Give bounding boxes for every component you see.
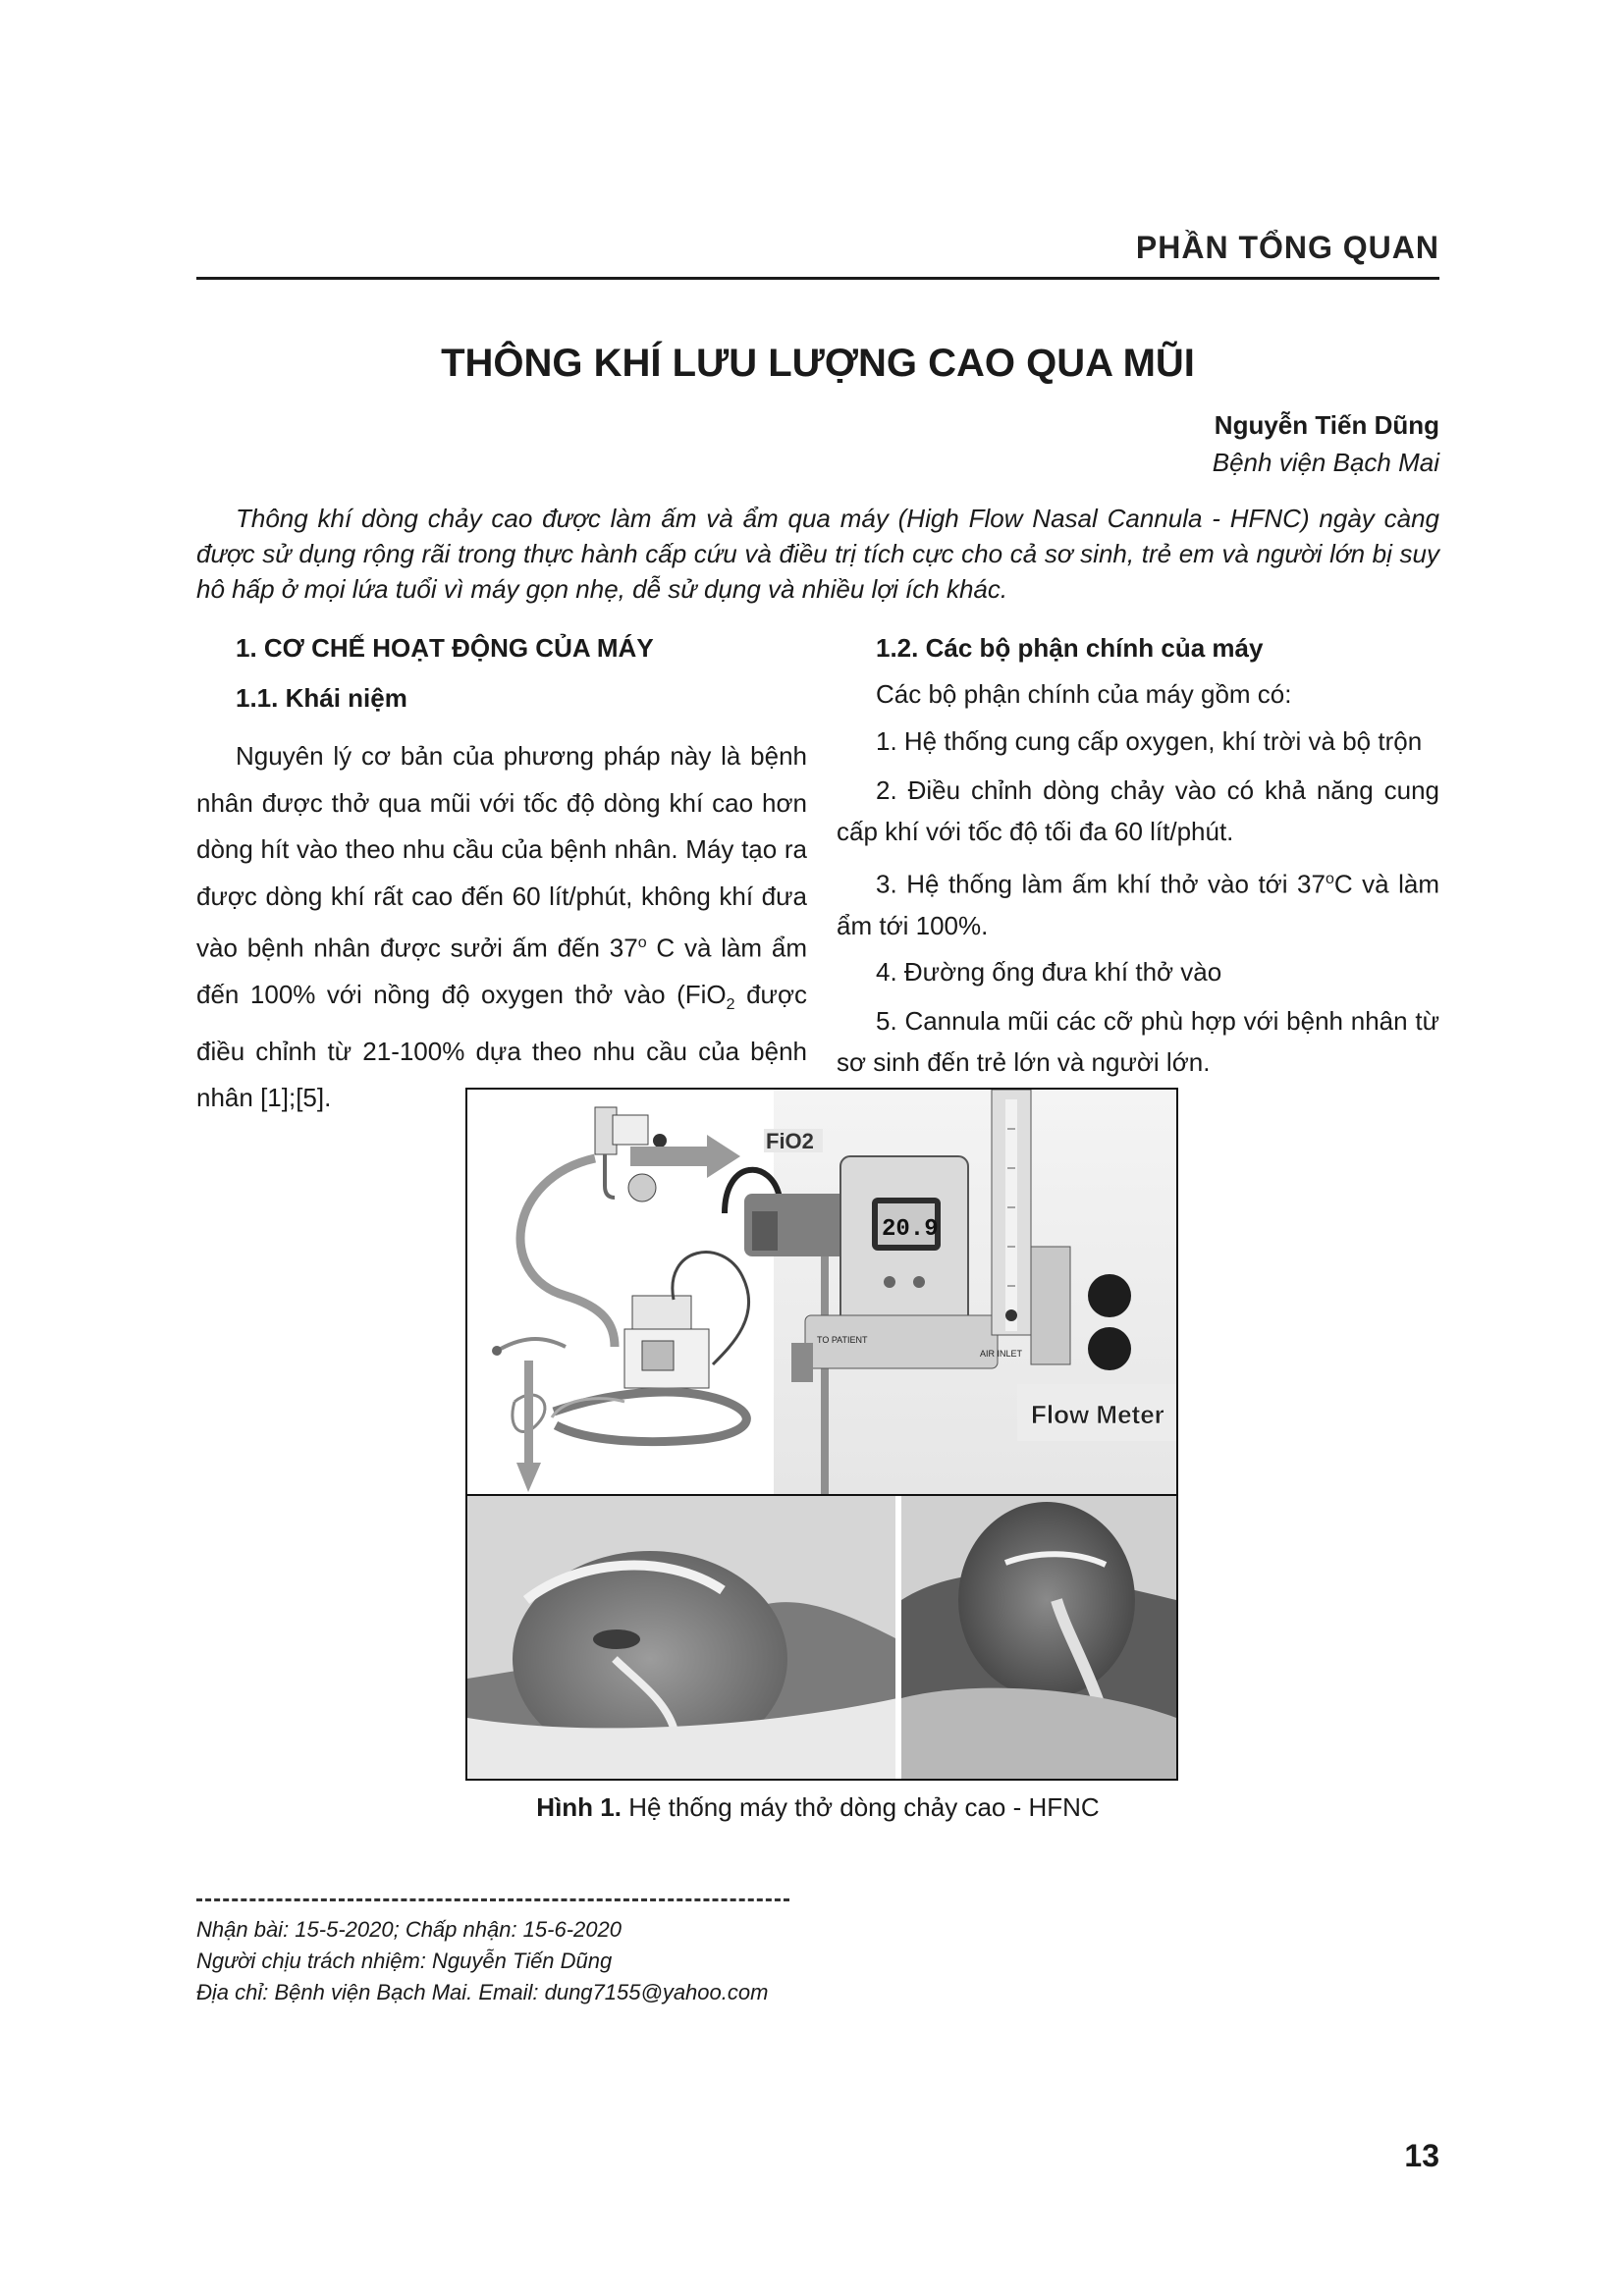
components-intro: Các bộ phận chính của máy gồm có: — [876, 679, 1292, 709]
subsection-heading-1-1: 1.1. Khái niệm — [236, 683, 407, 713]
air-inlet-label: AIR INLET — [980, 1349, 1023, 1359]
port-label: TO PATIENT — [817, 1335, 868, 1345]
component-item-5: 5. Cannula mũi các cỡ phù hợp với bệnh nhân từ sơ sinh đến trẻ lớn và người lớn. — [837, 1005, 1439, 1077]
infant-photo — [467, 1496, 897, 1779]
adult-patient-photo — [901, 1496, 1176, 1779]
component-item-1: 1. Hệ thống cung cấp oxygen, khí trời và bộ trộn — [876, 726, 1423, 756]
subsection-heading-1-2: 1.2. Các bộ phận chính của máy — [876, 633, 1264, 663]
section-header — [196, 222, 1439, 280]
footnotes — [196, 1914, 768, 2008]
page-number: 13 — [1404, 2138, 1439, 2173]
footnote-divider — [196, 1898, 789, 1901]
figure-caption: Hình 1. Hệ thống máy thở dòng chảy cao - HFNC — [536, 1792, 1100, 1822]
abstract: Thông khí dòng chảy cao được làm ấm và ẩm qua máy (High Flow Nasal Cannula - HFNC) ngày càng được sử dụng rộng rãi trong thực hành cấp cứu và điều trị tích cực cho cả sơ sinh, trẻ em và người lớn bị suy hô hấp ở mọi lứa tuổi vì máy gọn nhẹ, dễ sử dụng và nhiều lợi ích khác. — [196, 504, 1439, 604]
component-item-3: 3. Hệ thống làm ấm khí thở vào tới 37$^o$C và làm ẩm tới 100%. — [837, 869, 1440, 940]
right-column — [837, 633, 1439, 1090]
left-column — [196, 633, 807, 1122]
section-heading-1: 1. CƠ CHẾ HOẠT ĐỘNG CỦA MÁY — [236, 633, 654, 663]
figure-illustration — [467, 1090, 1176, 1779]
section-title: PHẦN TỔNG QUAN — [1135, 230, 1439, 265]
footnote-received: Nhận bài: 15-5-2020; Chấp nhận: 15-6-2020 — [196, 1917, 622, 1942]
footnote-address: Địa chỉ: Bệnh viện Bạch Mai. Email: dung7155@yahoo.com — [196, 1980, 769, 2004]
fio2-display-value: 20.9 — [882, 1216, 939, 1243]
author-affiliation: Bệnh viện Bạch Mai — [1212, 448, 1439, 477]
author-name: Nguyễn Tiến Dũng — [1214, 410, 1439, 440]
component-item-2: 2. Điều chỉnh dòng chảy vào có khả năng cung cấp khí với tốc độ tối đa 60 lít/phút. — [837, 775, 1439, 846]
figure-hfnc-system — [465, 1088, 1178, 1781]
footnote-responsible: Người chịu trách nhiệm: Nguyễn Tiến Dũng — [196, 1949, 613, 1973]
fio2-label: FiO2 — [766, 1129, 814, 1153]
component-item-4: 4. Đường ống đưa khí thở vào — [876, 956, 1222, 987]
concept-paragraph: Nguyên lý cơ bản của phương pháp này là bệnh nhân được thở qua mũi với tốc độ dòng khí cao hơn dòng hít vào theo nhu cầu của bệnh nhân. Máy tạo ra được dòng khí rất cao đến 60 lít/phút, không khí đưa vào bệnh nhân được sưởi ấm đến 37$^o$ C và làm ẩm đến 100% với nồng độ oxygen thở vào (FiO$_2$ được điều chỉnh từ 21-100% dựa theo nhu cầu của bệnh nhân [1];[5]. — [196, 741, 807, 1113]
flow-meter-label: Flow Meter — [1031, 1400, 1164, 1429]
article-title: THÔNG KHÍ LƯU LƯỢNG CAO QUA MŨI — [441, 342, 1195, 385]
